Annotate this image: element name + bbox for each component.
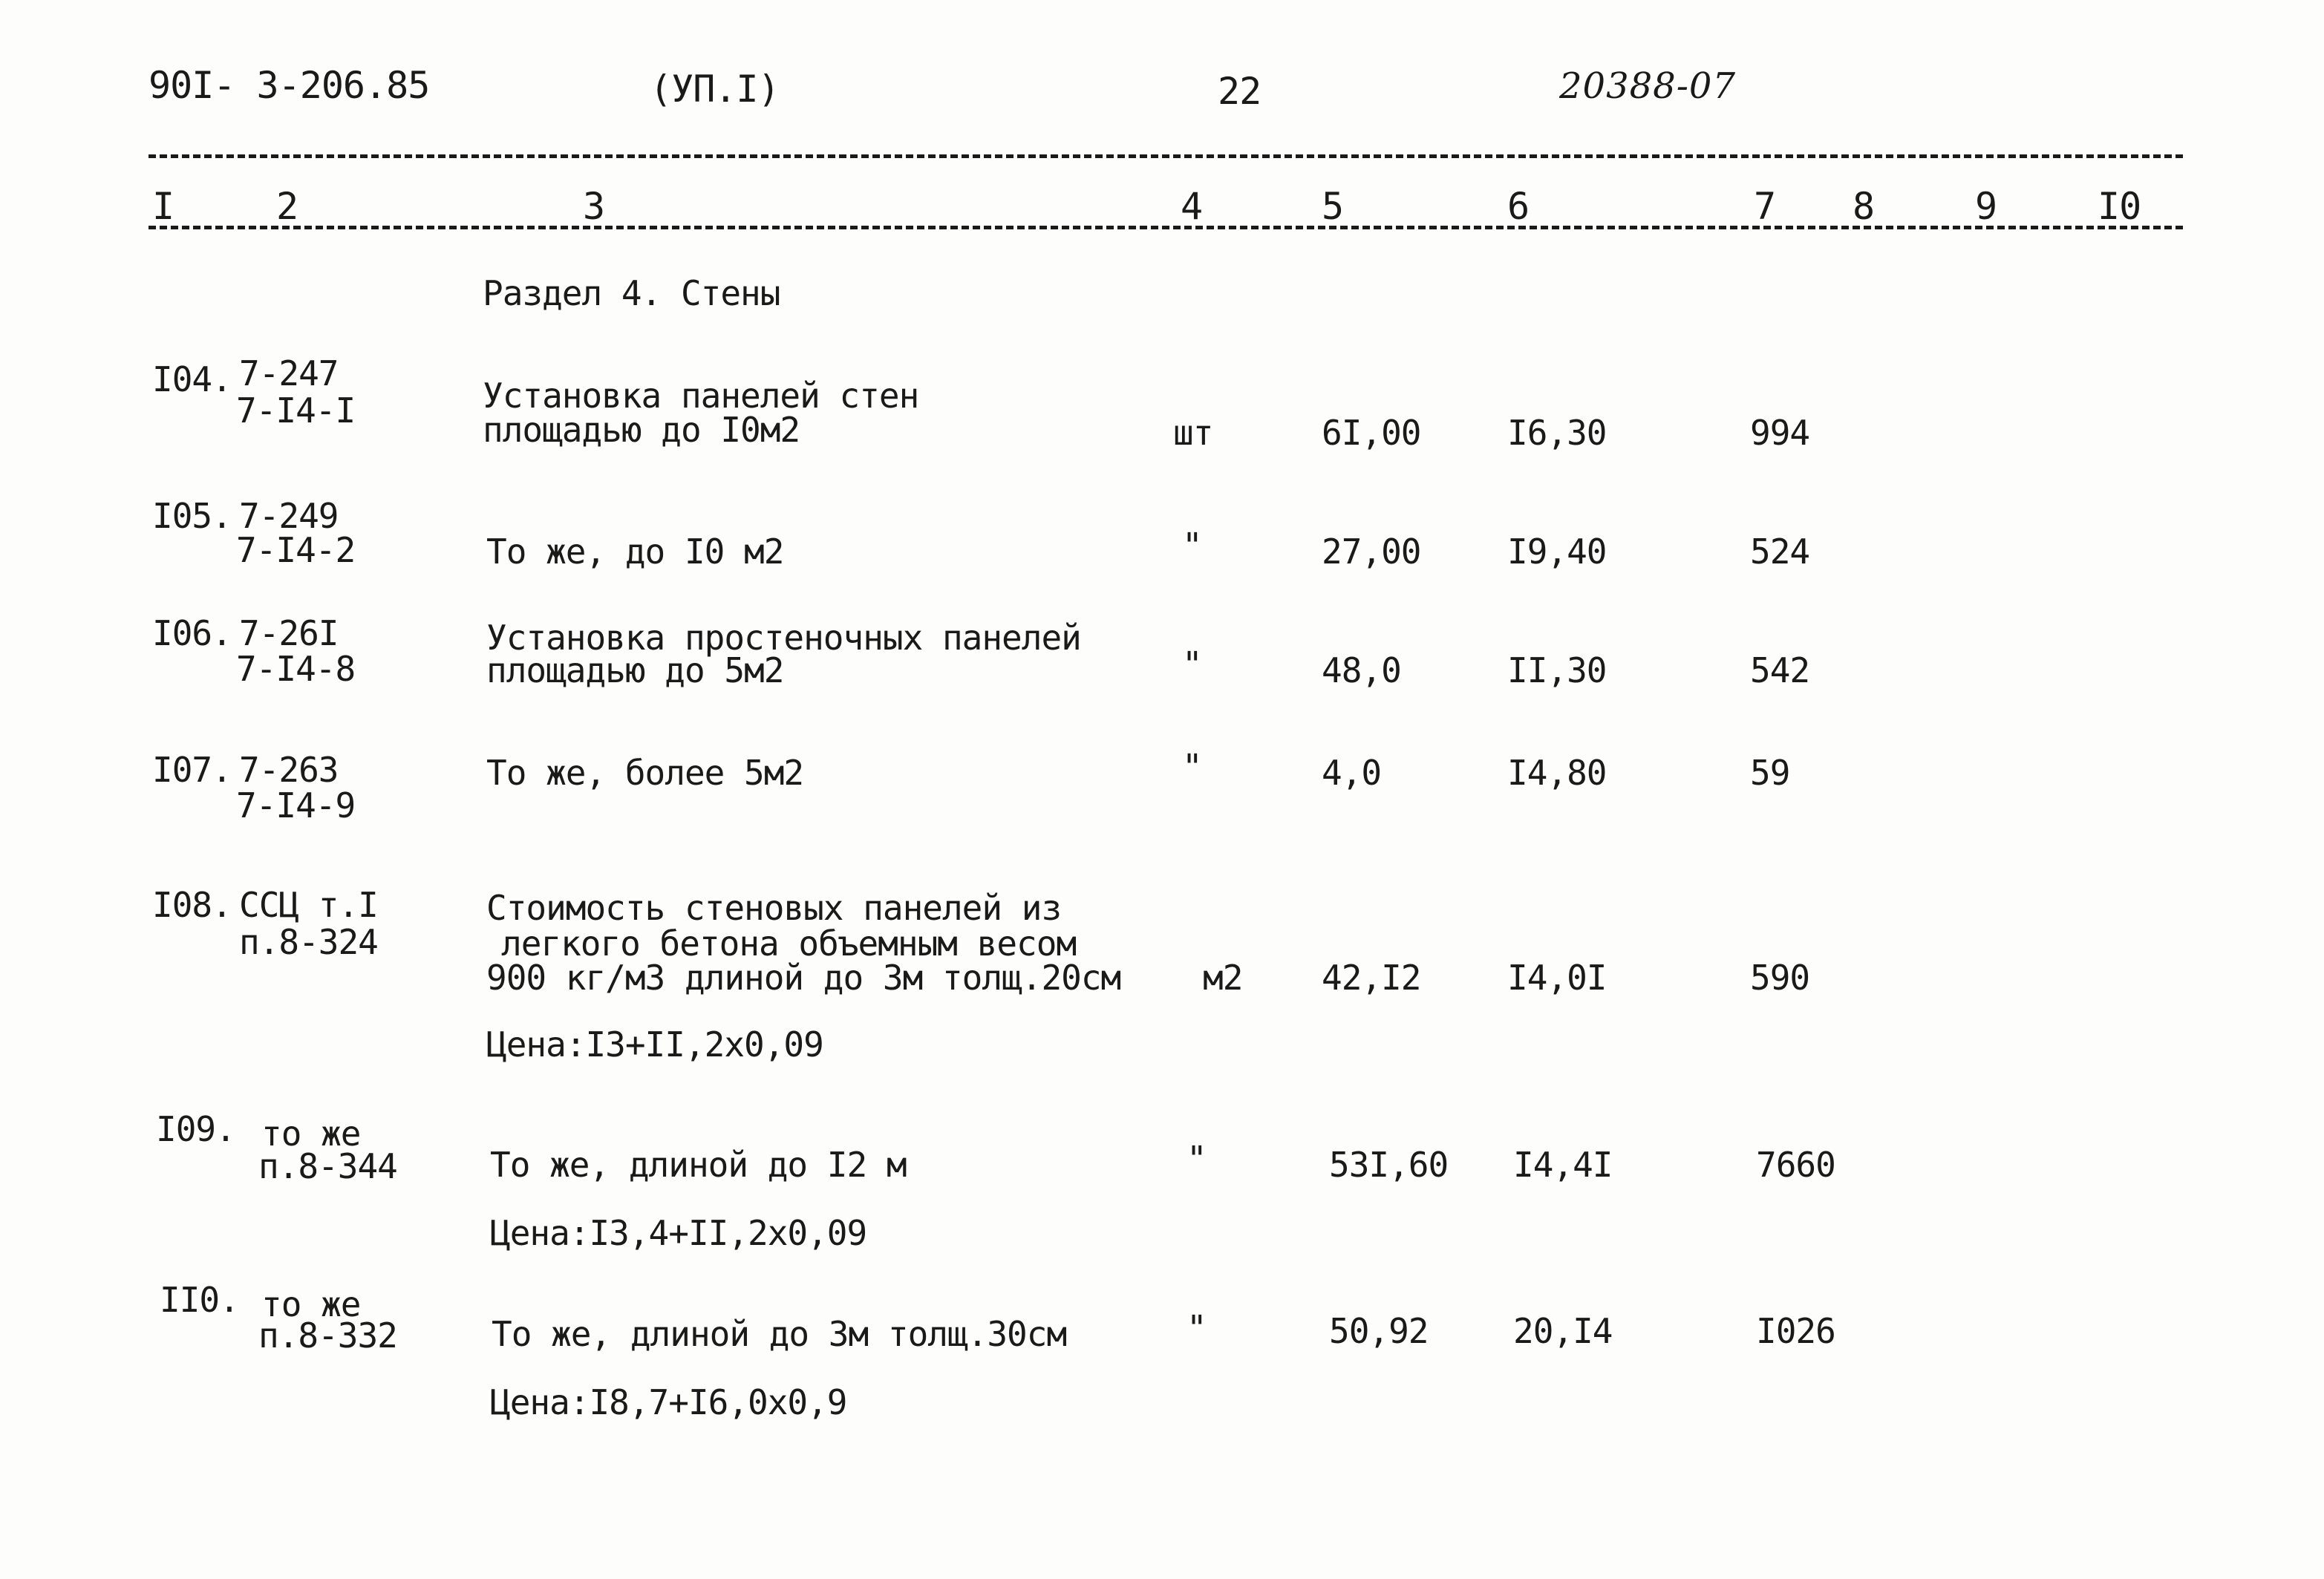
column-number: I0 — [2098, 185, 2141, 228]
work-description-line: Установка простеночных панелей — [486, 618, 1081, 658]
work-description-line: площадью до 5м2 — [486, 650, 784, 690]
total-cost: 590 — [1750, 958, 1810, 998]
unit-price: I4,0I — [1507, 958, 1607, 998]
unit: " — [1182, 644, 1202, 684]
row-number: I09. — [156, 1109, 235, 1149]
norm-subcode: п.8-332 — [258, 1315, 397, 1356]
unit: м2 — [1203, 958, 1243, 998]
column-number: 6 — [1507, 185, 1530, 228]
row-number: I05. — [152, 496, 232, 536]
unit-price: II,30 — [1507, 650, 1607, 690]
total-cost: 542 — [1750, 650, 1810, 690]
norm-code: ССЦ т.I — [239, 885, 378, 925]
total-cost: 59 — [1750, 753, 1790, 793]
unit: " — [1182, 526, 1202, 566]
unit: " — [1182, 747, 1202, 787]
row-number: I08. — [152, 885, 232, 925]
header-underline — [148, 226, 2183, 229]
column-number: 4 — [1181, 185, 1203, 228]
row-number: I07. — [152, 750, 232, 790]
unit-price: I9,40 — [1507, 532, 1607, 572]
work-description-line: То же, более 5м2 — [486, 753, 804, 793]
work-description-line: Установка панелей стен — [483, 376, 919, 416]
price-formula: Цена:I8,7+I6,0х0,9 — [490, 1382, 847, 1422]
quantity: 4,0 — [1322, 753, 1382, 793]
work-description-line: площадью до I0м2 — [483, 410, 800, 450]
norm-subcode: 7-I4-I — [236, 390, 356, 431]
row-number: I06. — [152, 613, 232, 653]
norm-subcode: п.8-324 — [239, 922, 378, 962]
total-cost: 524 — [1750, 532, 1810, 572]
norm-code: то же — [261, 1284, 361, 1324]
quantity: 6I,00 — [1322, 413, 1421, 453]
work-description-line: легкого бетона объемным весом — [501, 923, 1077, 964]
norm-subcode: 7-I4-9 — [236, 785, 356, 826]
price-formula: Цена:I3,4+II,2х0,09 — [490, 1213, 867, 1253]
norm-code: 7-247 — [239, 353, 339, 393]
row-number: I04. — [152, 359, 232, 399]
total-cost: 994 — [1750, 413, 1810, 453]
quantity: 42,I2 — [1322, 958, 1421, 998]
work-description-line: То же, до I0 м2 — [486, 532, 784, 572]
column-number: 2 — [276, 185, 298, 228]
inventory-number: 20388-07 — [1559, 65, 1736, 107]
total-cost: I026 — [1756, 1311, 1835, 1351]
norm-code: 7-263 — [239, 750, 339, 790]
unit: " — [1187, 1308, 1207, 1348]
page-number: 22 — [1218, 70, 1261, 113]
series-code: 90I- 3-206.85 — [148, 64, 430, 107]
work-description-line: То же, длиной до 3м толщ.30см — [492, 1314, 1067, 1354]
work-description-line: Стоимость стеновых панелей из — [486, 888, 1062, 928]
column-number: 7 — [1754, 185, 1776, 228]
total-cost: 7660 — [1756, 1145, 1835, 1185]
norm-subcode: 7-I4-2 — [236, 530, 356, 570]
unit-price: I6,30 — [1507, 413, 1607, 453]
norm-subcode: п.8-344 — [258, 1146, 397, 1186]
quantity: 53I,60 — [1329, 1145, 1449, 1185]
norm-code: 7-26I — [239, 613, 339, 653]
column-number: 9 — [1975, 185, 1997, 228]
section-title: Раздел 4. Стены — [483, 273, 780, 313]
column-number: 5 — [1322, 185, 1344, 228]
quantity: 50,92 — [1329, 1311, 1429, 1351]
album-number: (УП.I) — [650, 68, 780, 111]
column-number: 8 — [1853, 185, 1875, 228]
norm-subcode: 7-I4-8 — [236, 649, 356, 689]
quantity: 48,0 — [1322, 650, 1401, 690]
column-number: I — [152, 185, 174, 228]
unit-price: I4,80 — [1507, 753, 1607, 793]
unit: " — [1187, 1139, 1207, 1179]
norm-code: то же — [261, 1114, 361, 1154]
norm-code: 7-249 — [239, 496, 339, 536]
unit: шт — [1173, 413, 1213, 453]
column-number: 3 — [583, 185, 605, 228]
work-description-line: 900 кг/м3 длиной до 3м толщ.20см — [486, 958, 1121, 998]
row-number: II0. — [160, 1280, 239, 1320]
work-description-line: То же, длиной до I2 м — [490, 1145, 907, 1185]
unit-price: 20,I4 — [1513, 1311, 1613, 1351]
price-formula: Цена:I3+II,2х0,09 — [486, 1024, 823, 1065]
unit-price: I4,4I — [1513, 1145, 1613, 1185]
quantity: 27,00 — [1322, 532, 1421, 572]
top-rule — [148, 154, 2183, 158]
